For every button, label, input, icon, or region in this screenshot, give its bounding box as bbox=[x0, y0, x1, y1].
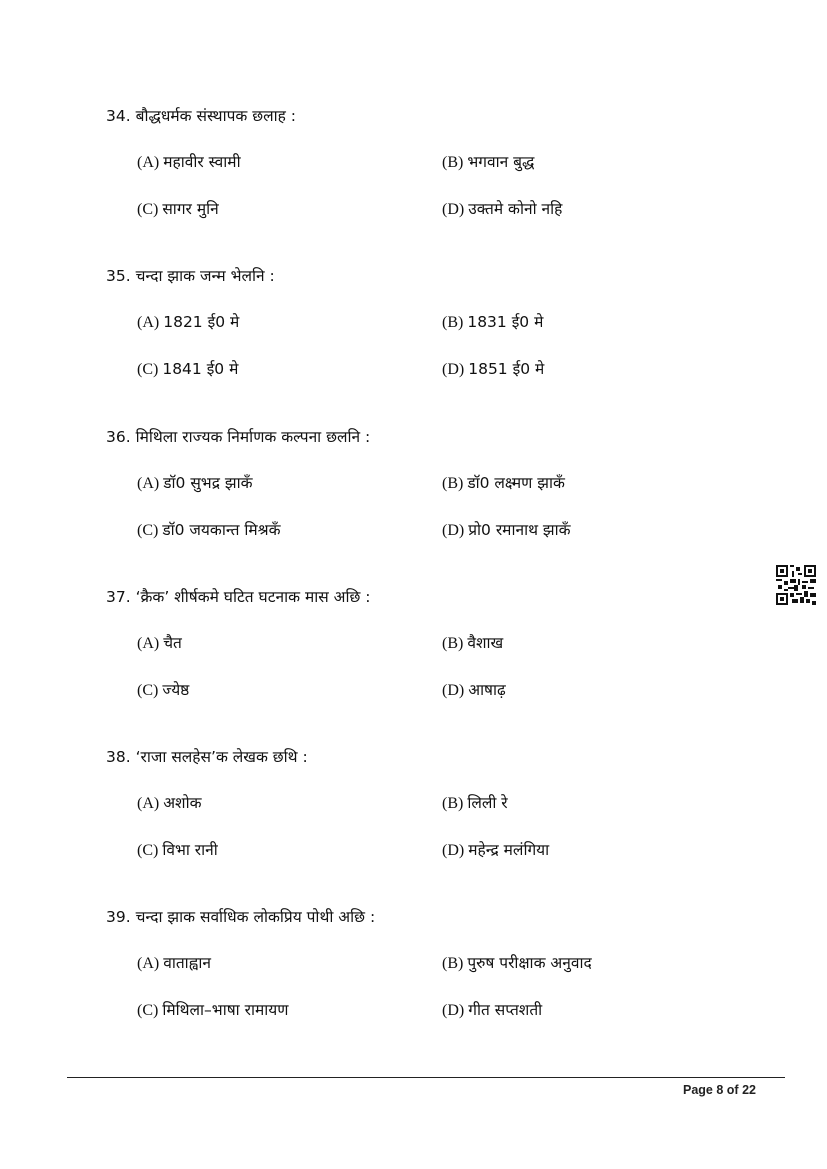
option-text: सागर मुनि bbox=[162, 200, 219, 218]
question-stem bbox=[106, 104, 296, 126]
page-footer bbox=[683, 1083, 756, 1097]
option-label: (A) bbox=[137, 154, 160, 171]
option-text: वाताह्वान bbox=[163, 954, 211, 972]
option-text: डॉ0 लक्ष्मण झाकँ bbox=[467, 474, 565, 492]
option-b bbox=[442, 150, 534, 172]
option-d bbox=[442, 998, 542, 1020]
question-stem bbox=[106, 264, 275, 286]
option-text: डॉ0 जयकान्त मिश्रकँ bbox=[162, 521, 281, 539]
option-text: 1821 ई0 मे bbox=[163, 313, 240, 331]
option-a bbox=[137, 150, 241, 172]
option-b bbox=[442, 791, 508, 813]
qr-code-icon bbox=[776, 565, 816, 605]
option-a bbox=[137, 471, 252, 493]
question-text: ‘राजा सलहेस’क लेखक छथि : bbox=[135, 748, 308, 766]
option-label: (B) bbox=[442, 154, 464, 171]
option-c bbox=[137, 518, 281, 540]
question-number: 37. bbox=[106, 588, 131, 606]
option-label: (D) bbox=[442, 1002, 465, 1019]
option-c bbox=[137, 998, 288, 1020]
option-b bbox=[442, 631, 503, 653]
option-label: (A) bbox=[137, 795, 160, 812]
option-text: मिथिला–भाषा रामायण bbox=[162, 1001, 289, 1019]
option-b bbox=[442, 471, 565, 493]
option-text: भगवान बुद्ध bbox=[467, 153, 535, 171]
page-word: Page bbox=[682, 1083, 713, 1097]
of-word: of bbox=[726, 1083, 739, 1097]
option-c bbox=[137, 678, 189, 700]
option-text: पुरुष परीक्षाक अनुवाद bbox=[467, 954, 592, 972]
option-b bbox=[442, 310, 543, 332]
option-d bbox=[442, 357, 544, 379]
option-d bbox=[442, 678, 506, 700]
question-number: 36. bbox=[106, 428, 131, 446]
option-text: 1841 ई0 मे bbox=[162, 360, 239, 378]
option-label: (C) bbox=[137, 522, 159, 539]
option-d bbox=[442, 838, 549, 860]
option-label: (B) bbox=[442, 795, 464, 812]
option-text: महावीर स्वामी bbox=[163, 153, 241, 171]
option-b bbox=[442, 951, 592, 973]
question-number: 38. bbox=[106, 748, 131, 766]
question-text: मिथिला राज्यक निर्माणक कल्पना छलनि : bbox=[135, 428, 371, 446]
question-number: 34. bbox=[106, 107, 131, 125]
option-label: (D) bbox=[442, 522, 465, 539]
option-label: (C) bbox=[137, 201, 159, 218]
total-pages: 22 bbox=[742, 1083, 756, 1097]
option-c bbox=[137, 838, 218, 860]
option-label: (D) bbox=[442, 842, 465, 859]
option-text: गीत सप्तशती bbox=[468, 1001, 543, 1019]
option-a bbox=[137, 951, 211, 973]
option-text: विभा रानी bbox=[162, 841, 218, 859]
option-text: अशोक bbox=[163, 794, 202, 812]
option-label: (A) bbox=[137, 955, 160, 972]
option-text: 1831 ई0 मे bbox=[467, 313, 544, 331]
option-a bbox=[137, 310, 239, 332]
option-label: (C) bbox=[137, 682, 159, 699]
option-text: डॉ0 सुभद्र झाकँ bbox=[163, 474, 253, 492]
question-text: चन्दा झाक जन्म भेलनि : bbox=[135, 267, 275, 285]
option-c bbox=[137, 357, 238, 379]
option-text: ज्येष्ठ bbox=[162, 681, 190, 699]
option-a bbox=[137, 631, 182, 653]
current-page-number: 8 bbox=[716, 1083, 724, 1097]
question-stem bbox=[106, 745, 308, 767]
option-label: (D) bbox=[442, 201, 465, 218]
option-d bbox=[442, 518, 571, 540]
option-c bbox=[137, 197, 219, 219]
option-text: 1851 ई0 मे bbox=[468, 360, 545, 378]
question-stem bbox=[106, 585, 371, 607]
option-text: वैशाख bbox=[467, 634, 504, 652]
option-label: (B) bbox=[442, 314, 464, 331]
option-label: (A) bbox=[137, 475, 160, 492]
option-label: (A) bbox=[137, 635, 160, 652]
question-stem bbox=[106, 425, 370, 447]
option-a bbox=[137, 791, 202, 813]
question-text: बौद्धधर्मक संस्थापक छलाह : bbox=[135, 107, 296, 125]
question-text: ‘क्रैक’ शीर्षकमे घटित घटनाक मास अछि : bbox=[135, 588, 371, 606]
option-label: (C) bbox=[137, 842, 159, 859]
option-text: उक्तमे कोनो नहि bbox=[468, 200, 563, 218]
question-number: 35. bbox=[106, 267, 131, 285]
question-stem bbox=[106, 905, 375, 927]
option-label: (A) bbox=[137, 314, 160, 331]
option-label: (D) bbox=[442, 682, 465, 699]
option-d bbox=[442, 197, 562, 219]
option-label: (B) bbox=[442, 475, 464, 492]
option-text: प्रो0 रमानाथ झाकँ bbox=[468, 521, 571, 539]
option-label: (B) bbox=[442, 955, 464, 972]
option-text: चैत bbox=[163, 634, 182, 652]
option-label: (D) bbox=[442, 361, 465, 378]
option-label: (C) bbox=[137, 361, 159, 378]
option-text: लिली रे bbox=[467, 794, 508, 812]
option-text: महेन्द्र मलंगिया bbox=[468, 841, 550, 859]
question-text: चन्दा झाक सर्वाधिक लोकप्रिय पोथी अछि : bbox=[135, 908, 376, 926]
option-label: (C) bbox=[137, 1002, 159, 1019]
footer-divider bbox=[67, 1077, 785, 1078]
option-text: आषाढ़ bbox=[468, 681, 506, 699]
option-label: (B) bbox=[442, 635, 464, 652]
question-number: 39. bbox=[106, 908, 131, 926]
